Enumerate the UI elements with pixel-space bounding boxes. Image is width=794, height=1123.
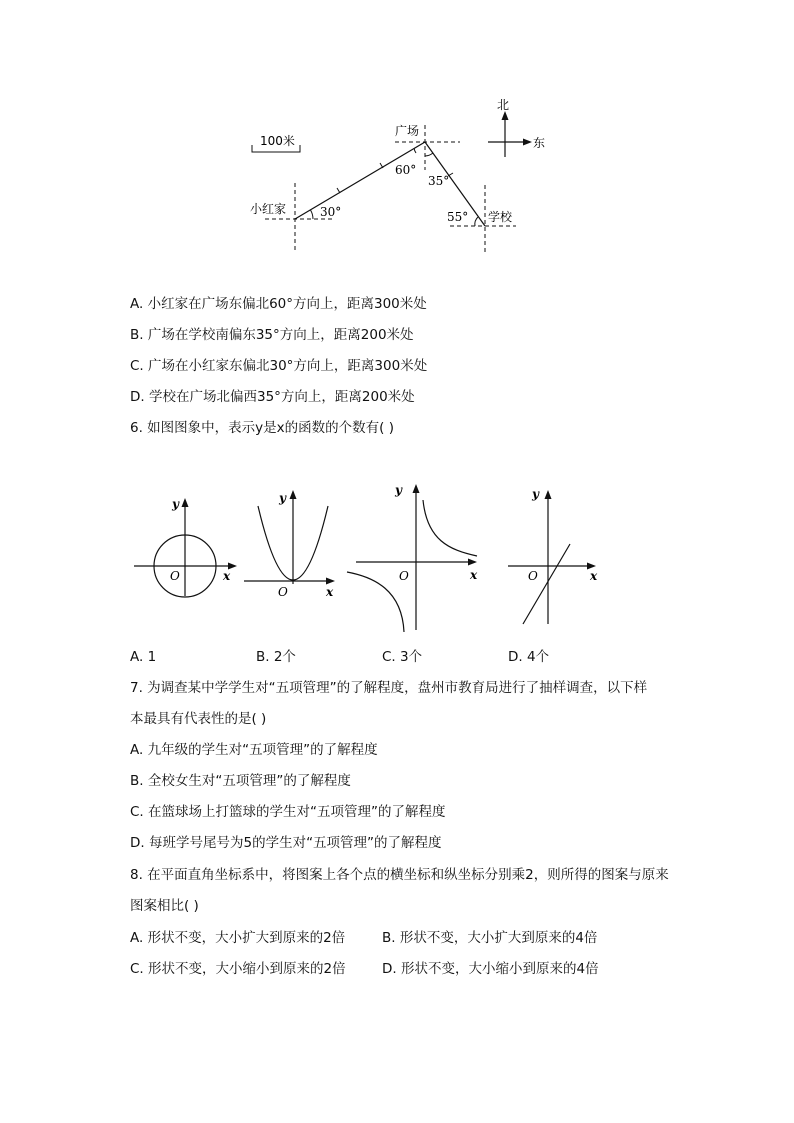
q6-graph-line [506,484,606,629]
angle-30-label: 30° [320,205,342,219]
graph1-x-label: x [223,569,231,583]
east-label: 东 [533,136,546,150]
q6-graph-parabola [242,484,342,604]
q8-option-c: C. 形状不变，大小缩小到原来的2倍 [130,961,346,977]
north-label: 北 [497,98,510,112]
angle-35-label: 35° [428,174,450,188]
q5-option-a: A. 小红家在广场东偏北60°方向上，距离300米处 [130,296,427,312]
square-label: 广场 [395,124,420,138]
q7-option-a: A. 九年级的学生对“五项管理”的了解程度 [130,742,378,758]
q5-option-b: B. 广场在学校南偏东35°方向上，距离200米处 [130,327,414,343]
q8-stem-line2: 图案相比( ) [130,898,199,914]
q7-option-b: B. 全校女生对“五项管理”的了解程度 [130,773,351,789]
graph2-origin-label: O [278,585,288,599]
q6-option-a: A. 1 [130,649,157,665]
graph4-y-label: y [532,487,539,501]
q6-option-d: D. 4个 [508,649,550,665]
angle-60-label: 60° [395,163,417,177]
q7-stem-line2: 本最具有代表性的是( ) [130,711,267,727]
q7-stem-line1: 7. 为调查某中学学生对“五项管理”的了解程度，盘州市教育局进行了抽样调查，以下样 [130,680,648,696]
q7-option-c: C. 在篮球场上打篮球的学生对“五项管理”的了解程度 [130,804,446,820]
school-label: 学校 [488,210,513,224]
graph2-x-label: x [326,585,334,599]
q6-graph-hyperbola [344,478,486,633]
graph1-origin-label: O [170,569,180,583]
graph4-origin-label: O [528,569,538,583]
angle-55-label: 55° [447,210,469,224]
q8-option-b: B. 形状不变，大小扩大到原来的4倍 [382,930,598,946]
q5-option-d: D. 学校在广场北偏西35°方向上，距离200米处 [130,389,415,405]
graph3-x-label: x [470,568,478,582]
q8-option-a: A. 形状不变，大小扩大到原来的2倍 [130,930,346,946]
q8-stem-line1: 8. 在平面直角坐标系中，将图案上各个点的横坐标和纵坐标分别乘2，则所得的图案与原来 [130,867,669,883]
q6-stem: 6. 如图图象中，表示y是x的函数的个数有( ) [130,420,394,436]
home-label: 小红家 [250,202,287,216]
graph2-y-label: y [279,491,286,505]
q7-option-d: D. 每班学号尾号为5的学生对“五项管理”的了解程度 [130,835,442,851]
q6-option-b: B. 2个 [256,649,296,665]
graph1-y-label: y [172,497,179,511]
direction-map-figure [240,95,560,260]
q6-option-c: C. 3个 [382,649,423,665]
q5-option-c: C. 广场在小红家东偏北30°方向上，距离300米处 [130,358,428,374]
scale-label: 100米 [260,134,295,148]
graph4-x-label: x [590,569,598,583]
graph3-origin-label: O [399,569,409,583]
q8-option-d: D. 形状不变，大小缩小到原来的4倍 [382,961,599,977]
q6-graph-circle [130,490,242,600]
graph3-y-label: y [395,483,402,497]
